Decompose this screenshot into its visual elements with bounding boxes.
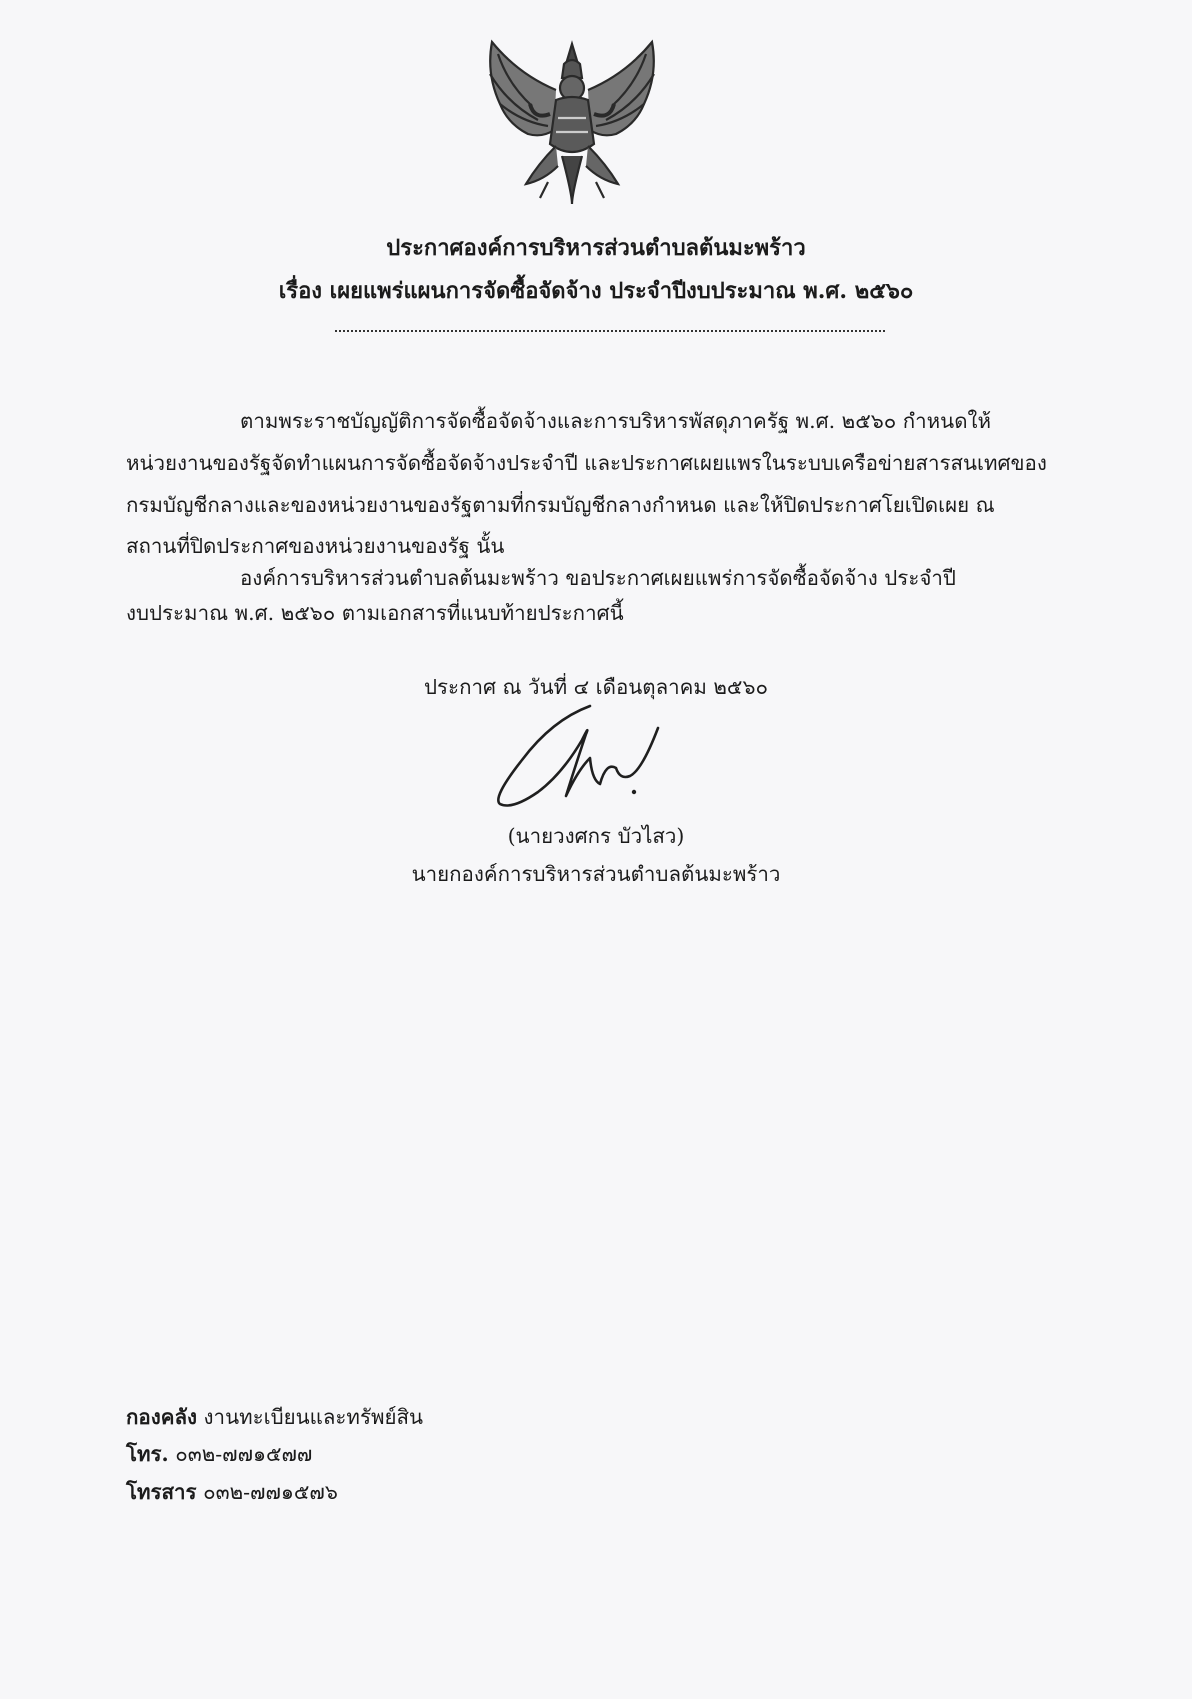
footer-tel-label: โทร. (126, 1442, 169, 1466)
footer-department-label: กองคลัง (126, 1405, 198, 1429)
body-line: กรมบัญชีกลางและของหน่วยงานของรัฐตามที่กรมบัญชีกลางกำหนด และให้ปิดประกาศโยเปิดเผย ณ (126, 493, 995, 517)
footer-fax-value: ๐๓๒-๗๗๑๕๗๖ (196, 1480, 338, 1504)
footer-fax-label: โทรสาร (126, 1480, 197, 1504)
body-line: หน่วยงานของรัฐจัดทำแผนการจัดซื้อจัดจ้างประจำปี และประกาศเผยแพรในระบบเครือข่ายสารสนเทศของ (126, 451, 1047, 475)
footer-fax (126, 1476, 338, 1509)
footer-department-value: งานทะเบียนและทรัพย์สิน (197, 1405, 424, 1429)
footer-telephone (126, 1438, 312, 1471)
body-line: องค์การบริหารส่วนตำบลต้นมะพร้าว ขอประกาศเผยแพร่การจัดซื้อจัดจ้าง ประจำปี (240, 566, 956, 590)
body-line: งบประมาณ พ.ศ. ๒๕๖๐ ตามเอกสารที่แนบท้ายประกาศนี้ (126, 601, 624, 625)
announcement-subject: เรื่อง เผยแพร่แผนการจัดซื้อจัดจ้าง ประจำปีงบประมาณ พ.ศ. ๒๕๖๐ (278, 278, 914, 304)
body-line: สถานที่ปิดประกาศของหน่วยงานของรัฐ นั้น (126, 534, 505, 558)
handwritten-signature (482, 700, 692, 816)
footer-department (126, 1401, 423, 1434)
signatory-position: นายกองค์การบริหารส่วนตำบลต้นมะพร้าว (411, 862, 781, 886)
dotted-separator (335, 330, 885, 332)
footer-tel-value: ๐๓๒-๗๗๑๕๗๗ (168, 1442, 313, 1466)
announcement-title: ประกาศองค์การบริหารส่วนตำบลต้นมะพร้าว (386, 235, 806, 261)
signatory-name: (นายวงศกร บัวไสว) (507, 824, 685, 848)
announce-date: ประกาศ ณ วันที่ ๔ เดือนตุลาคม ๒๕๖๐ (424, 675, 768, 699)
garuda-emblem-icon (478, 34, 666, 210)
body-line: ตามพระราชบัญญัติการจัดซื้อจัดจ้างและการบริหารพัสดุภาครัฐ พ.ศ. ๒๕๖๐ กำหนดให้ (240, 409, 992, 433)
